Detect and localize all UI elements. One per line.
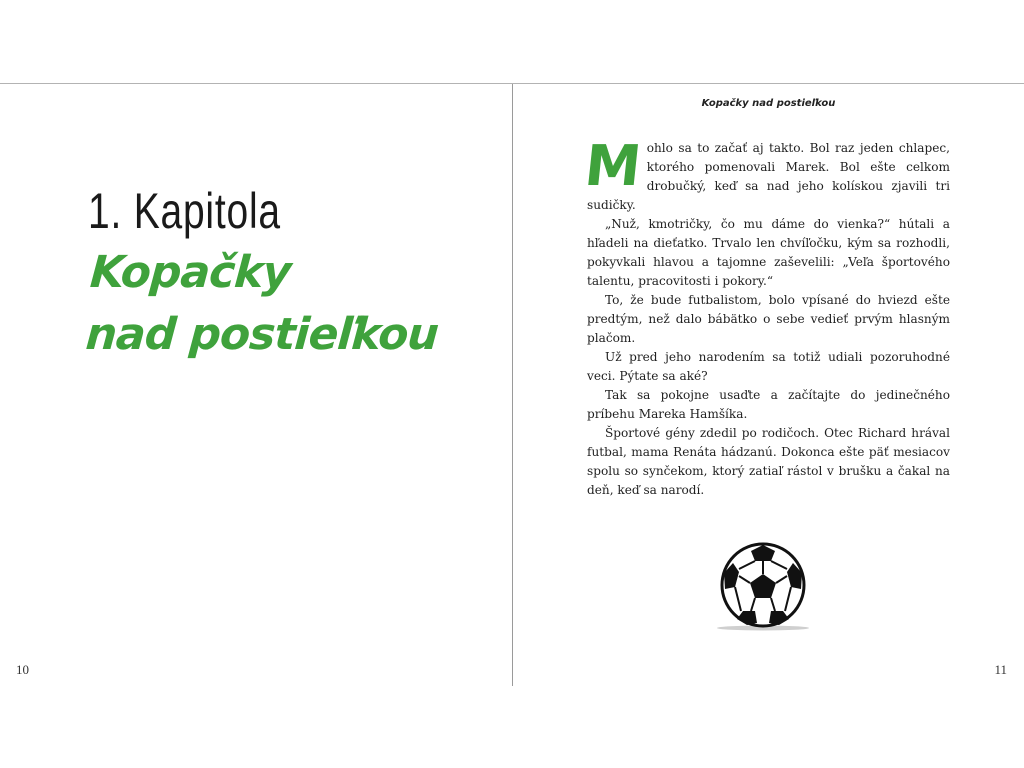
chapter-title-line-2: nad postieľkou [84, 309, 440, 360]
left-page [0, 84, 512, 686]
paragraph-1 [581, 134, 950, 215]
chapter-title-line-1: Kopačky [88, 247, 293, 298]
paragraph-5: Tak sa pokojne usaďte a začítajte do jedinečného príbehu Mareka Hamšíka. [587, 388, 950, 421]
running-head: Kopačky nad postieľkou [701, 98, 836, 109]
paragraph-4: Už pred jeho narodením sa totiž udiali pozoruhodné veci. Pýtate sa aké? [587, 350, 950, 383]
chapter-number: 1. Kapitola [88, 183, 281, 239]
paragraph-2: „Nuž, kmotričky, čo mu dáme do vienka?“ hútali a hľadeli na dieťatko. Trvalo len chvíľočku, kým sa rozhodli, pokyvkali hlavou a tajomne zaševelili: „Veľa športového talentu, pracovitosti i pokory.“ [587, 217, 950, 288]
page-number-left: 10 [16, 662, 29, 677]
page-number-right: 11 [994, 662, 1007, 677]
paragraph-6: Športové gény zdedil po rodičoch. Otec Richard hrával futbal, mama Renáta hádzanú. Dokonca ešte päť mesiacov spolu so synčekom, ktorý zatiaľ rástol v brušku a čakal na deň, keď sa narodí. [587, 426, 950, 497]
chapter-title [84, 242, 493, 366]
paragraph-3: To, že bude futbalistom, bolo vpísané do hviezd ešte predtým, než dalo bábätko o sebe vedieť prvým hlasným plačom. [587, 293, 950, 345]
paragraph-1-text: ohlo sa to začať aj takto. Bol raz jeden chlapec, ktorého pomenovali Marek. Bol ešte celkom drobučký, keď sa nad jeho kolískou zjavili tri sudičky. [587, 141, 950, 212]
chapter-body [581, 134, 950, 500]
soccer-ball-icon [709, 539, 817, 635]
drop-cap: M [581, 134, 645, 199]
right-page [513, 84, 1024, 686]
